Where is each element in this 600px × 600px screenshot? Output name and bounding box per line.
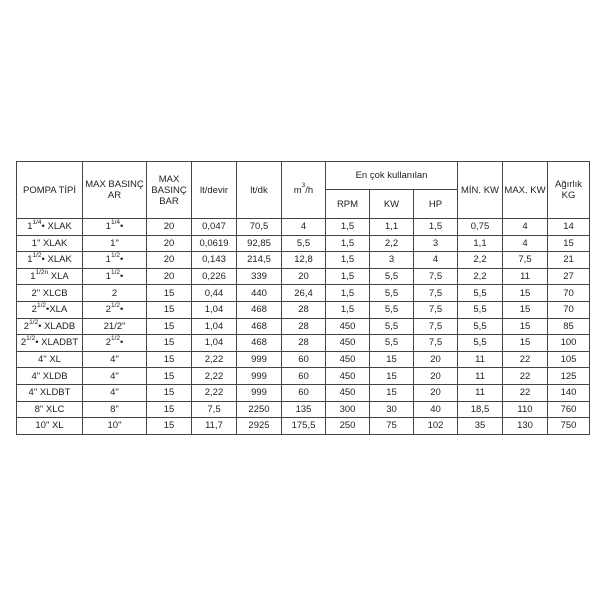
cell-max-basincar xyxy=(83,401,147,418)
header-max-basincar: MAX BASINÇ AR xyxy=(83,162,147,219)
cell-hp: 7,5 xyxy=(414,318,458,335)
cell-bar: 15 xyxy=(147,285,192,302)
table-row xyxy=(17,335,590,352)
cell-rpm: 450 xyxy=(326,318,370,335)
header-max-basinc-bar: MAX BASINÇ BAR xyxy=(147,162,192,219)
cell-m3h: 175,5 xyxy=(282,418,326,435)
cell-minkw: 0,75 xyxy=(458,219,503,236)
cell-ltdk: 2925 xyxy=(237,418,282,435)
cell-minkw: 5,5 xyxy=(458,335,503,352)
table-row xyxy=(17,384,590,401)
cell-kw: 1,1 xyxy=(370,219,414,236)
cell-rpm: 1,5 xyxy=(326,252,370,269)
cell-m3h: 28 xyxy=(282,335,326,352)
cell-maxkw: 110 xyxy=(503,401,548,418)
cell-kw: 5,5 xyxy=(370,318,414,335)
table-row xyxy=(17,219,590,236)
cell-pompa-tipi xyxy=(17,285,83,302)
table-row xyxy=(17,268,590,285)
cell-pompa-tipi-main: 4" XLDB xyxy=(31,370,68,382)
cell-max-basincar-suffix: • xyxy=(120,271,124,283)
cell-pompa-tipi-sup: 1/2n xyxy=(35,268,49,276)
cell-max-basincar-sup: 1/4 xyxy=(110,219,120,227)
table-row xyxy=(17,318,590,335)
cell-minkw: 5,5 xyxy=(458,318,503,335)
cell-m3h: 5,5 xyxy=(282,235,326,252)
cell-ltdk: 70,5 xyxy=(237,219,282,236)
cell-max-basincar xyxy=(83,219,147,236)
cell-rpm: 450 xyxy=(326,335,370,352)
cell-kw: 75 xyxy=(370,418,414,435)
cell-kw: 5,5 xyxy=(370,268,414,285)
cell-max-basincar-main: 8" xyxy=(110,403,119,415)
cell-max-basincar-main: 1 xyxy=(105,221,111,233)
cell-max-basincar-main: 10" xyxy=(107,420,122,432)
cell-kw: 3 xyxy=(370,252,414,269)
cell-minkw: 1,1 xyxy=(458,235,503,252)
cell-rpm: 450 xyxy=(326,368,370,385)
cell-rpm: 1,5 xyxy=(326,235,370,252)
cell-pompa-tipi-sup: 1/2 xyxy=(36,302,47,310)
cell-m3h: 60 xyxy=(282,368,326,385)
cell-m3h: 60 xyxy=(282,384,326,401)
header-max-kw: MAX. KW xyxy=(503,162,548,219)
cell-pompa-tipi xyxy=(17,318,83,335)
cell-bar: 15 xyxy=(147,301,192,318)
cell-ltdevir: 0,047 xyxy=(192,219,237,236)
cell-m3h: 135 xyxy=(282,401,326,418)
cell-pompa-tipi-sup: 1/2 xyxy=(29,318,39,326)
cell-max-basincar-sup: 1/2 xyxy=(110,252,120,260)
cell-hp: 20 xyxy=(414,351,458,368)
cell-minkw: 11 xyxy=(458,384,503,401)
cell-ltdk: 468 xyxy=(237,301,282,318)
cell-pompa-tipi xyxy=(17,235,83,252)
cell-maxkw: 130 xyxy=(503,418,548,435)
cell-pompa-tipi-main: 8" XLC xyxy=(34,403,65,415)
cell-max-basincar-main: 21/2" xyxy=(103,320,126,332)
header-lt-dk: lt/dk xyxy=(237,162,282,219)
cell-ltdk: 468 xyxy=(237,335,282,352)
cell-bar: 20 xyxy=(147,252,192,269)
cell-pompa-tipi xyxy=(17,219,83,236)
cell-ltdevir: 1,04 xyxy=(192,335,237,352)
cell-pompa-tipi-main: 10" XL xyxy=(35,420,64,432)
cell-ltdevir: 1,04 xyxy=(192,318,237,335)
cell-kw: 5,5 xyxy=(370,301,414,318)
cell-rpm: 1,5 xyxy=(326,268,370,285)
cell-pompa-tipi-sup: 1/4 xyxy=(32,219,42,227)
cell-max-basincar-main: 4" xyxy=(110,354,119,366)
cell-max-basincar-main: 2 xyxy=(105,337,111,349)
cell-pompa-tipi-suffix: • XLADBT xyxy=(35,337,79,349)
pump-spec-table xyxy=(16,161,590,435)
cell-m3h: 4 xyxy=(282,219,326,236)
cell-pompa-tipi-main: 2 xyxy=(20,337,27,349)
cell-max-basincar xyxy=(83,368,147,385)
cell-kg: 70 xyxy=(548,285,590,302)
cell-hp: 4 xyxy=(414,252,458,269)
cell-max-basincar-suffix: • xyxy=(120,304,124,316)
cell-kw: 15 xyxy=(370,384,414,401)
table-row xyxy=(17,401,590,418)
cell-ltdk: 440 xyxy=(237,285,282,302)
cell-ltdevir: 1,04 xyxy=(192,301,237,318)
cell-max-basincar-main: 4" xyxy=(110,370,119,382)
header-m3h-sup: 3 xyxy=(301,182,306,190)
header-en-cok-kullanilan: En çok kullanılan xyxy=(326,162,458,190)
cell-kg: 105 xyxy=(548,351,590,368)
cell-hp: 7,5 xyxy=(414,285,458,302)
cell-kw: 5,5 xyxy=(370,285,414,302)
cell-kg: 760 xyxy=(548,401,590,418)
cell-maxkw: 22 xyxy=(503,351,548,368)
cell-bar: 15 xyxy=(147,368,192,385)
cell-ltdk: 999 xyxy=(237,368,282,385)
cell-pompa-tipi xyxy=(17,301,83,318)
cell-ltdevir: 0,226 xyxy=(192,268,237,285)
cell-kg: 100 xyxy=(548,335,590,352)
cell-max-basincar xyxy=(83,418,147,435)
cell-bar: 20 xyxy=(147,268,192,285)
cell-max-basincar xyxy=(83,235,147,252)
table-row xyxy=(17,418,590,435)
cell-pompa-tipi-main: 1 xyxy=(30,271,36,283)
cell-pompa-tipi-main: 2" XLCB xyxy=(31,287,68,299)
cell-ltdevir: 0,44 xyxy=(192,285,237,302)
cell-minkw: 5,5 xyxy=(458,301,503,318)
cell-ltdk: 92,85 xyxy=(237,235,282,252)
cell-bar: 15 xyxy=(147,335,192,352)
cell-maxkw: 15 xyxy=(503,301,548,318)
cell-max-basincar-main: 1" xyxy=(110,237,119,249)
cell-ltdk: 468 xyxy=(237,318,282,335)
cell-ltdevir: 2,22 xyxy=(192,368,237,385)
cell-pompa-tipi-suffix: XLA xyxy=(48,271,69,283)
cell-max-basincar-suffix: • xyxy=(120,254,124,266)
cell-max-basincar-main: 2 xyxy=(105,304,111,316)
cell-bar: 15 xyxy=(147,318,192,335)
cell-pompa-tipi-main: 1" XLAK xyxy=(31,237,68,249)
cell-maxkw: 11 xyxy=(503,268,548,285)
cell-max-basincar-suffix: • xyxy=(120,337,124,349)
cell-pompa-tipi xyxy=(17,268,83,285)
cell-hp: 40 xyxy=(414,401,458,418)
cell-ltdevir: 2,22 xyxy=(192,351,237,368)
cell-max-basincar xyxy=(83,301,147,318)
cell-pompa-tipi-main: 1 xyxy=(27,221,33,233)
cell-maxkw: 4 xyxy=(503,235,548,252)
table-row xyxy=(17,235,590,252)
table-row xyxy=(17,252,590,269)
cell-pompa-tipi-sup: 1/2 xyxy=(26,335,36,343)
cell-maxkw: 7,5 xyxy=(503,252,548,269)
cell-pompa-tipi xyxy=(17,418,83,435)
cell-pompa-tipi xyxy=(17,351,83,368)
cell-ltdevir: 2,22 xyxy=(192,384,237,401)
cell-max-basincar-main: 1 xyxy=(105,271,111,283)
cell-bar: 15 xyxy=(147,384,192,401)
cell-ltdevir: 0,143 xyxy=(192,252,237,269)
cell-pompa-tipi-suffix: • XLADB xyxy=(38,320,76,332)
cell-rpm: 450 xyxy=(326,351,370,368)
cell-minkw: 5,5 xyxy=(458,285,503,302)
table-row xyxy=(17,368,590,385)
cell-kg: 125 xyxy=(548,368,590,385)
cell-rpm: 1,5 xyxy=(326,219,370,236)
header-rpm: RPM xyxy=(326,190,370,219)
cell-max-basincar xyxy=(83,252,147,269)
cell-pompa-tipi xyxy=(17,368,83,385)
cell-pompa-tipi xyxy=(17,252,83,269)
table-body xyxy=(17,219,590,435)
cell-bar: 15 xyxy=(147,351,192,368)
cell-pompa-tipi-main: 2 xyxy=(31,304,37,316)
cell-minkw: 35 xyxy=(458,418,503,435)
cell-max-basincar xyxy=(83,384,147,401)
cell-hp: 102 xyxy=(414,418,458,435)
cell-max-basincar-main: 1 xyxy=(105,254,111,266)
cell-kg: 140 xyxy=(548,384,590,401)
header-m3h-rest: /h xyxy=(305,184,314,196)
table-row xyxy=(17,285,590,302)
cell-ltdevir: 7,5 xyxy=(192,401,237,418)
cell-kw: 2,2 xyxy=(370,235,414,252)
cell-m3h: 26,4 xyxy=(282,285,326,302)
cell-hp: 20 xyxy=(414,384,458,401)
header-m3h-base: m xyxy=(293,184,302,196)
cell-kg: 70 xyxy=(548,301,590,318)
cell-hp: 7,5 xyxy=(414,268,458,285)
cell-kw: 15 xyxy=(370,351,414,368)
cell-minkw: 11 xyxy=(458,368,503,385)
cell-hp: 3 xyxy=(414,235,458,252)
cell-max-basincar-main: 2 xyxy=(111,287,118,299)
cell-pompa-tipi-suffix: •XLA xyxy=(46,304,68,316)
cell-pompa-tipi-suffix: • XLAK xyxy=(41,221,72,233)
cell-ltdk: 999 xyxy=(237,351,282,368)
cell-kw: 5,5 xyxy=(370,335,414,352)
cell-m3h: 12,8 xyxy=(282,252,326,269)
cell-maxkw: 15 xyxy=(503,285,548,302)
cell-maxkw: 4 xyxy=(503,219,548,236)
cell-maxkw: 22 xyxy=(503,384,548,401)
cell-maxkw: 22 xyxy=(503,368,548,385)
header-pompa-tipi: POMPA TİPİ xyxy=(17,162,83,219)
cell-bar: 15 xyxy=(147,401,192,418)
cell-pompa-tipi xyxy=(17,401,83,418)
cell-pompa-tipi-main: 4" XLDBT xyxy=(28,387,71,399)
cell-m3h: 20 xyxy=(282,268,326,285)
cell-bar: 15 xyxy=(147,418,192,435)
cell-max-basincar xyxy=(83,335,147,352)
cell-minkw: 2,2 xyxy=(458,268,503,285)
cell-max-basincar xyxy=(83,351,147,368)
cell-pompa-tipi xyxy=(17,335,83,352)
cell-hp: 1,5 xyxy=(414,219,458,236)
cell-rpm: 450 xyxy=(326,384,370,401)
cell-max-basincar xyxy=(83,318,147,335)
cell-pompa-tipi-sup: 1/2 xyxy=(32,252,42,260)
cell-rpm: 1,5 xyxy=(326,301,370,318)
cell-m3h: 28 xyxy=(282,301,326,318)
cell-rpm: 1,5 xyxy=(326,285,370,302)
cell-hp: 7,5 xyxy=(414,335,458,352)
cell-pompa-tipi xyxy=(17,384,83,401)
cell-kw: 15 xyxy=(370,368,414,385)
cell-ltdevir: 11,7 xyxy=(192,418,237,435)
cell-bar: 20 xyxy=(147,235,192,252)
cell-maxkw: 15 xyxy=(503,335,548,352)
header-min-kw: MİN. KW xyxy=(458,162,503,219)
cell-maxkw: 15 xyxy=(503,318,548,335)
cell-pompa-tipi-main: 2 xyxy=(23,320,30,332)
cell-ltdk: 2250 xyxy=(237,401,282,418)
cell-kg: 27 xyxy=(548,268,590,285)
cell-ltdk: 339 xyxy=(237,268,282,285)
cell-kw: 30 xyxy=(370,401,414,418)
table-row xyxy=(17,351,590,368)
cell-max-basincar-main: 4" xyxy=(110,387,119,399)
cell-m3h: 60 xyxy=(282,351,326,368)
cell-kg: 15 xyxy=(548,235,590,252)
cell-max-basincar xyxy=(83,285,147,302)
cell-m3h: 28 xyxy=(282,318,326,335)
cell-bar: 20 xyxy=(147,219,192,236)
spec-table-container xyxy=(16,161,590,435)
cell-rpm: 250 xyxy=(326,418,370,435)
cell-hp: 7,5 xyxy=(414,301,458,318)
cell-ltdk: 999 xyxy=(237,384,282,401)
cell-pompa-tipi-main: 1 xyxy=(27,254,33,266)
cell-max-basincar xyxy=(83,268,147,285)
cell-hp: 20 xyxy=(414,368,458,385)
cell-minkw: 2,2 xyxy=(458,252,503,269)
cell-pompa-tipi-main: 4" XL xyxy=(38,354,61,366)
cell-kg: 750 xyxy=(548,418,590,435)
header-agirlik-kg: Ağırlık KG xyxy=(548,162,590,219)
cell-kg: 14 xyxy=(548,219,590,236)
header-lt-devir: lt/devir xyxy=(192,162,237,219)
header-m3h xyxy=(282,162,326,219)
cell-minkw: 18,5 xyxy=(458,401,503,418)
cell-max-basincar-sup: 1/2 xyxy=(110,335,120,343)
cell-kg: 21 xyxy=(548,252,590,269)
cell-minkw: 11 xyxy=(458,351,503,368)
cell-rpm: 300 xyxy=(326,401,370,418)
cell-max-basincar-sup: 1/2 xyxy=(110,268,120,276)
cell-pompa-tipi-suffix: • XLAK xyxy=(41,254,72,266)
cell-kg: 85 xyxy=(548,318,590,335)
header-kw: KW xyxy=(370,190,414,219)
cell-max-basincar-suffix: • xyxy=(120,221,124,233)
table-row xyxy=(17,301,590,318)
cell-max-basincar-sup: 1/2 xyxy=(110,302,120,310)
cell-ltdk: 214,5 xyxy=(237,252,282,269)
cell-ltdevir: 0,0619 xyxy=(192,235,237,252)
header-hp: HP xyxy=(414,190,458,219)
